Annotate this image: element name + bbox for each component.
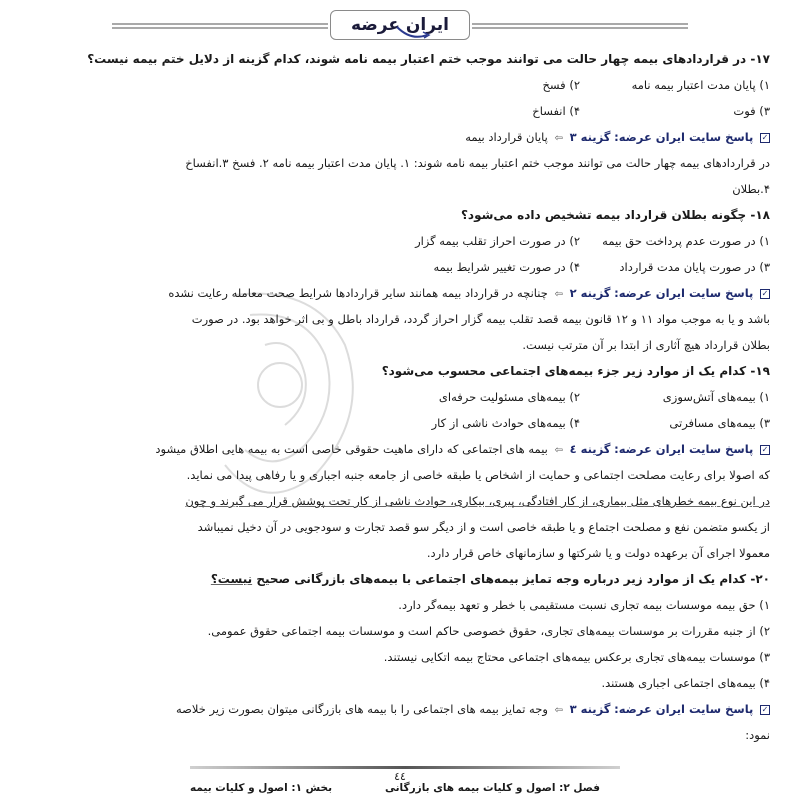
- explanation-line-underlined: در این نوع بیمه خطرهای مثل بیماری، از کار افتادگی، پیری، بیکاری، حوادث ناشی از کار تحت پوشش قرار می گیرند و چون: [185, 494, 770, 508]
- checkbox-icon: ✓: [761, 444, 769, 454]
- brand-logo: [330, 10, 470, 40]
- option-4: ۴) بیمه‌های اجتماعی اجباری هستند.: [601, 676, 770, 690]
- chapter-title: فصل ۲: اصول و کلیات بیمه های بازرگانی: [384, 782, 600, 794]
- option-1: ۱) حق بیمه موسسات بیمه تجاری نسبت مستقیمی با خطر و تعهد بیمه‌گر دارد.: [398, 598, 770, 612]
- page-number: ٤٤: [394, 770, 406, 783]
- option-2: ۲) بیمه‌های مسئولیت حرفه‌ای: [438, 390, 580, 404]
- page-header: [0, 0, 800, 40]
- option-4: ۴) در صورت تغییر شرایط بیمه: [433, 260, 580, 274]
- option-4: ۴) انفساخ: [532, 104, 580, 118]
- checkbox-icon: ✓: [761, 704, 769, 714]
- document-body: [60, 46, 770, 748]
- checkbox-icon: ✓: [761, 132, 769, 142]
- option-2: ۲) در صورت احراز تقلب بیمه گزار: [415, 234, 580, 248]
- explanation-line: از یکسو متضمن نفع و مصلحت اجتماع و یا طبقه خاصی است و از دیگر سو قصد تجارت و سودجویی در آن دخیل نمیباشد: [197, 520, 770, 534]
- option-3: ۳) فوت: [733, 104, 770, 118]
- option-3: ۳) بیمه‌های مسافرتی: [669, 416, 770, 430]
- option-3: ۳) موسسات بیمه‌های تجاری برعکس بیمه‌های اجتماعی محتاج بیمه اتکایی نیستند.: [383, 650, 770, 664]
- option-3: ۳) در صورت پایان مدت قرارداد: [619, 260, 770, 274]
- options-row: [60, 410, 770, 436]
- header-rule: [112, 23, 328, 25]
- options-row: [60, 254, 770, 280]
- checkbox-icon: ✓: [761, 288, 769, 298]
- explanation-line: ۴.بطلان: [732, 182, 770, 196]
- question-18: ۱۸- چگونه بطلان قرارداد بیمه تشخیص داده می‌شود؟: [460, 208, 770, 222]
- arrow-left-icon: ⇦: [554, 289, 563, 300]
- options-row: [60, 228, 770, 254]
- explanation-line: باشد و یا به موجب مواد ۱۱ و ۱۲ قانون بیمه قصد تقلب بیمه گزار احراز گردد، قرارداد باطل و بی اثر خواهد بود. در صورت: [191, 312, 770, 326]
- question-19: ۱۹- کدام یک از موارد زیر جزء بیمه‌های اجتماعی محسوب می‌شود؟: [381, 364, 770, 378]
- option-1: ۱) پایان مدت اعتبار بیمه نامه: [631, 78, 770, 92]
- option-1: ۱) بیمه‌های آتش‌سوزی: [662, 390, 770, 404]
- answer-17: ✓ پاسخ سایت ایران عرضه: گزینه ۳ ⇦ پایان قرارداد بیمه: [465, 130, 769, 144]
- options-row: [60, 72, 770, 98]
- footer-rule: [190, 766, 620, 769]
- question-20: ۲۰- کدام یک از موارد زیر درباره وجه تمایز بیمه‌های اجتماعی با بیمه‌های بازرگانی صحیح نیست؟: [210, 572, 770, 586]
- explanation-line: معمولا اجرای آن برعهده دولت و یا شرکتها و سازمانهای خاص قرار دارد.: [426, 546, 770, 560]
- answer-18: ✓ پاسخ سایت ایران عرضه: گزینه ۲ ⇦ چنانچه در قرارداد بیمه همانند سایر قراردادها شرایط صحت معامله رعایت نشده: [168, 286, 769, 300]
- explanation-line: بطلان قرارداد هیچ آثاری از ابتدا بر آن مترتب نیست.: [522, 338, 770, 352]
- explanation-line: در قراردادهای بیمه چهار حالت می توانند موجب ختم اعتبار بیمه نامه شوند: ۱. پایان مدت اعتبار بیمه نامه ۲. فسخ ۳.انفساخ: [185, 156, 770, 170]
- option-2: ۲) از جنبه مقررات بر موسسات بیمه‌های تجاری، حقوق خصوصی حاکم است و موسسات بیمه اجتماعی حقوق عمومی.: [207, 624, 770, 638]
- swoosh-icon: [393, 25, 433, 41]
- options-row: [60, 98, 770, 124]
- options-row: [60, 384, 770, 410]
- header-rule: [112, 27, 328, 29]
- header-rule: [472, 27, 688, 29]
- negation-emphasis: نیست؟: [210, 572, 253, 586]
- arrow-left-icon: ⇦: [554, 705, 563, 716]
- answer-20: ✓ پاسخ سایت ایران عرضه: گزینه ۳ ⇦ وجه تمایز بیمه های اجتماعی را با بیمه های بازرگانی میتوان بصورت زیر خلاصه: [175, 702, 769, 716]
- option-2: ۲) فسخ: [542, 78, 580, 92]
- question-17: ۱۷- در قراردادهای بیمه چهار حالت می توانند موجب ختم اعتبار بیمه نامه شوند، کدام گزینه از دلایل ختم بیمه نیست؟: [87, 52, 770, 66]
- section-title: بخش ۱: اصول و کلیات بیمه: [190, 782, 333, 794]
- explanation-line: نمود:: [745, 728, 770, 742]
- logo-text: ایران عرضه: [351, 15, 449, 35]
- arrow-left-icon: ⇦: [554, 445, 563, 456]
- header-rule: [472, 23, 688, 25]
- option-4: ۴) بیمه‌های حوادث ناشی از کار: [431, 416, 580, 430]
- explanation-line: که اصولا برای رعایت مصلحت اجتماعی و حمایت از اشخاص یا طبقه خاصی از جامعه جنبه اجباری و یا رفاهی پیدا می نماید.: [186, 468, 770, 482]
- arrow-left-icon: ⇦: [554, 133, 563, 144]
- answer-19: ✓ پاسخ سایت ایران عرضه: گزینه ٤ ⇦ بیمه های اجتماعی که دارای ماهیت حقوقی خاصی است به بیمه هایی اطلاق میشود: [155, 442, 769, 456]
- option-1: ۱) در صورت عدم پرداخت حق بیمه: [602, 234, 770, 248]
